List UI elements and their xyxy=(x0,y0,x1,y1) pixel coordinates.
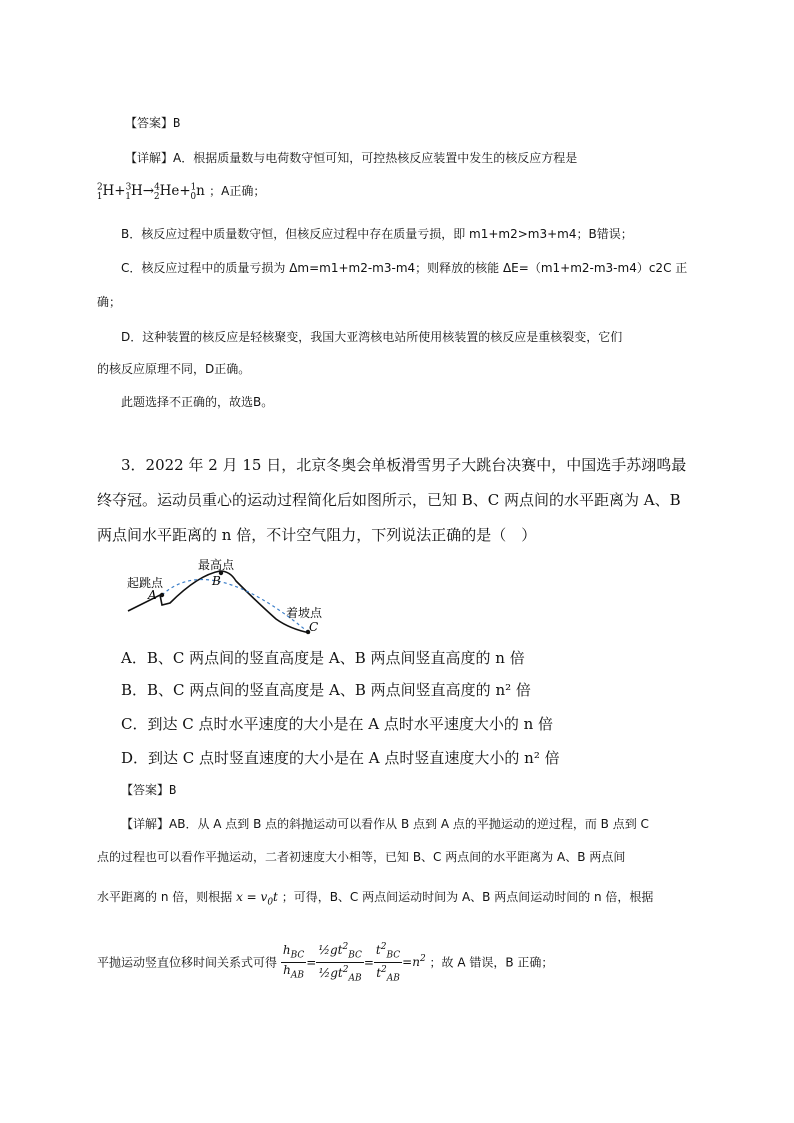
detail-1-line-d2: 的核反应原理不同，D正确。 xyxy=(97,362,251,376)
nuclear-equation: $^2_1$H+$^3_1$H→$^4_2$He+$^1_0$n ；A正确； xyxy=(96,182,266,202)
detail-text: ；故 A 错误，B 正确； xyxy=(429,955,554,970)
answer-line-2 xyxy=(121,781,176,798)
detail-label: 【详解】 xyxy=(125,151,174,165)
detail-1-conclusion: 此题选择不正确的，故选B。 xyxy=(121,395,274,409)
question-3-line-2: 终夺冠。运动员重心的运动过程简化后如图所示，已知 B、C 两点间的水平距离为 A、B xyxy=(97,491,681,509)
answer-label: 【答案】 xyxy=(121,783,170,797)
label-land: 着坡点 xyxy=(286,606,323,620)
label-start: 起跳点 xyxy=(127,576,164,590)
detail-2-line-2: 点的过程也可以看作平抛运动，二者初速度大小相等，已知 B、C 两点间的水平距离为 A、B 两点间 xyxy=(97,850,626,864)
ratio-h: $\frac{h_{BC}}{h_{AB}}$ xyxy=(282,943,305,981)
option-a: A．B、C 两点间的竖直高度是 A、B 两点间竖直高度的 n 倍 xyxy=(121,649,525,667)
point-a-dot xyxy=(160,593,164,597)
label-point-b: B xyxy=(212,574,221,588)
equation-tail: ；A正确； xyxy=(209,184,266,198)
option-d: D．到达 C 点时竖直速度的大小是在 A 点时竖直速度大小的 n² 倍 xyxy=(121,749,560,767)
answer-value: B xyxy=(169,783,177,797)
question-3-line-1: 3．2022 年 2 月 15 日，北京冬奥会单板滑雪男子大跳台决赛中，中国选手苏翊鸣最 xyxy=(121,456,687,474)
detail-text: A．根据质量数与电荷数守恒可知，可控热核反应装置中发生的核反应方程是 xyxy=(173,151,578,165)
detail-text: AB．从 A 点到 B 点的斜抛运动可以看作从 B 点到 A 点的平抛运动的逆过程，而 B 点到 C xyxy=(169,817,649,831)
answer-value: B xyxy=(173,116,181,130)
detail-text: 平抛运动竖直位移时间关系式可得 xyxy=(97,955,278,970)
detail-2-line-3 xyxy=(97,888,653,907)
detail-text: 水平距离的 n 倍，则根据 xyxy=(97,890,233,904)
label-point-c: C xyxy=(309,620,319,634)
ratio-t: $\frac{t^2_{BC}}{t^2_{AB}}$ xyxy=(375,942,401,984)
question-3-line-3: 两点间水平距离的 n 倍，不计空气阻力，下列说法正确的是（ ） xyxy=(97,526,537,544)
detail-1-line-c1: C．核反应过程中的质量亏损为 Δm=m1+m2-m3-m4；则释放的核能 ΔE=（m1+m2-m3-m4）c2C 正 xyxy=(121,261,688,275)
label-top: 最高点 xyxy=(198,558,235,572)
detail-text: ；可得，B、C 两点间运动时间为 A、B 两点间运动时间的 n 倍，根据 xyxy=(281,890,654,904)
option-c: C．到达 C 点时水平速度的大小是在 A 点时水平速度大小的 n 倍 xyxy=(121,715,554,733)
detail-1-line-b: B．核反应过程中质量数守恒，但核反应过程中存在质量亏损，即 m1+m2>m3+m4；B错误； xyxy=(121,227,633,241)
option-b: B．B、C 两点间的竖直高度是 A、B 两点间竖直高度的 n² 倍 xyxy=(121,681,531,699)
detail-1-line-d1: D．这种装置的核反应是轻核聚变，我国大亚湾核电站所使用核装置的核反应是重核裂变，它们 xyxy=(121,330,623,344)
detail-2-line-4: 平抛运动竖直位移时间关系式可得 $\frac{h_{BC}}{h_{AB}}$ = $\frac{\frac{1}{2}gt^2_{BC}}{\frac{1}{2}gt^2_{AB}}$ = $\frac{t^2_{BC}}{t^2_{AB}}$ $=n^2$ ；故 A 错误，B 正确； xyxy=(97,942,554,984)
detail-label: 【详解】 xyxy=(121,817,170,831)
answer-label: 【答案】 xyxy=(125,116,174,130)
formula-x-v0t: $x = v_0t$ xyxy=(236,890,278,908)
answer-line-1 xyxy=(125,114,180,131)
detail-1-line-1 xyxy=(125,149,577,166)
detail-2-line-1 xyxy=(121,815,649,832)
label-point-a: A xyxy=(148,588,157,602)
trajectory-figure xyxy=(118,553,338,639)
detail-1-line-c2: 确； xyxy=(97,295,122,309)
ratio-gt: $\frac{\frac{1}{2}gt^2_{BC}}{\frac{1}{2}gt^2_{AB}}$ xyxy=(318,942,362,984)
